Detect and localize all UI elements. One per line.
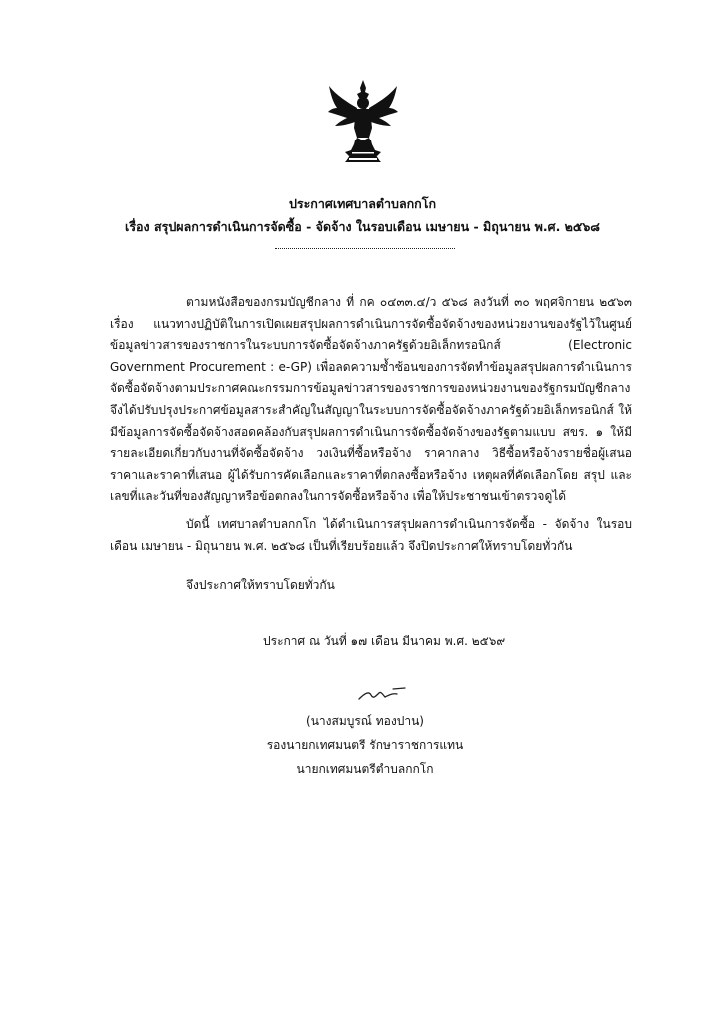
signatory-position-1: รองนายกเทศมนตรี รักษาราชการแทน xyxy=(266,738,464,752)
handwritten-signature xyxy=(355,683,415,705)
body-paragraph-3: จึงประกาศให้ทราบโดยทั่วกัน xyxy=(186,578,335,592)
signatory-name: (นางสมบูรณ์ ทองปาน) xyxy=(306,714,424,728)
signatory-position-2: นายกเทศมนตรีตำบลกกโก xyxy=(296,762,434,776)
issue-date-line: ประกาศ ณ วันที่ ๑๗ เดือน มีนาคม พ.ศ. ๒๕๖๙ xyxy=(263,634,506,648)
garuda-emblem-icon xyxy=(325,78,401,164)
dotted-divider xyxy=(275,248,455,249)
body-paragraph-1: ตามหนังสือของกรมบัญชีกลาง ที่ กค ๐๔๓๓.๔/ว ๕๖๘ ลงวันที่ ๓๐ พฤศจิกายน ๒๕๖๓ เรื่อง แนวทางปฏิบัติในการเปิดเผยสรุปผลการดำเนินการจัดซื้อจัดจ้างของหน่วยงานของรัฐไว้ในศูนย์ข้อมูลข่าวสารของราชการในระบบการจัดซื้อจัดจ้างภาครัฐด้วยอิเล็กทรอนิกส์ (Electronic Government Procurement : e-GP) เพื่อลดความซ้ำซ้อนของการจัดทำข้อมูลสรุปผลการดำเนินการจัดซื้อจัดจ้างตามประกาศคณะกรรมการข้อมูลข่าวสารของราชการของหน่วยงานของรัฐกรมบัญชีกลางจึงได้ปรับปรุงประกาศข้อมูลสาระสำคัญในสัญญาในระบบการจัดซื้อจัดจ้างภาครัฐด้วยอิเล็กทรอนิกส์ ให้มีข้อมูลการจัดซื้อจัดจ้างสอดคล้องกับสรุปผลการดำเนินการจัดซื้อจัดจ้างของรัฐตามแบบ สขร. ๑ ให้มีรายละเอียดเกี่ยวกับงานที่จัดซื้อจัดจ้าง วงเงินที่ซื้อหรือจ้าง ราคากลาง วิธีซื้อหรือจ้างรายชื่อผู้เสนอราคาและราคาที่เสนอ ผู้ได้รับการคัดเลือกและราคาที่ตกลงซื้อหรือจ้าง เหตุผลที่คัดเลือกโดย สรุป และเลขที่และวันที่ของสัญญาหรือข้อตกลงในการจัดซื้อหรือจ้าง เพื่อให้ประชาชนเข้าตรวจดูได้ xyxy=(110,295,632,504)
announcement-title: ประกาศเทศบาลตำบลกกโก xyxy=(288,196,437,211)
body-paragraph-2: บัดนี้ เทศบาลตำบลกกโก ได้ดำเนินการสรุปผลการดำเนินการจัดซื้อ - จัดจ้าง ในรอบเดือน เมษายน - มิถุนายน พ.ศ. ๒๕๖๘ เป็นที่เรียบร้อยแล้ว จึงปิดประกาศให้ทราบโดยทั่วกัน xyxy=(110,517,632,553)
announcement-subject: เรื่อง สรุปผลการดำเนินการจัดซื้อ - จัดจ้าง ในรอบเดือน เมษายน - มิถุนายน พ.ศ. ๒๕๖๘ xyxy=(125,219,600,234)
